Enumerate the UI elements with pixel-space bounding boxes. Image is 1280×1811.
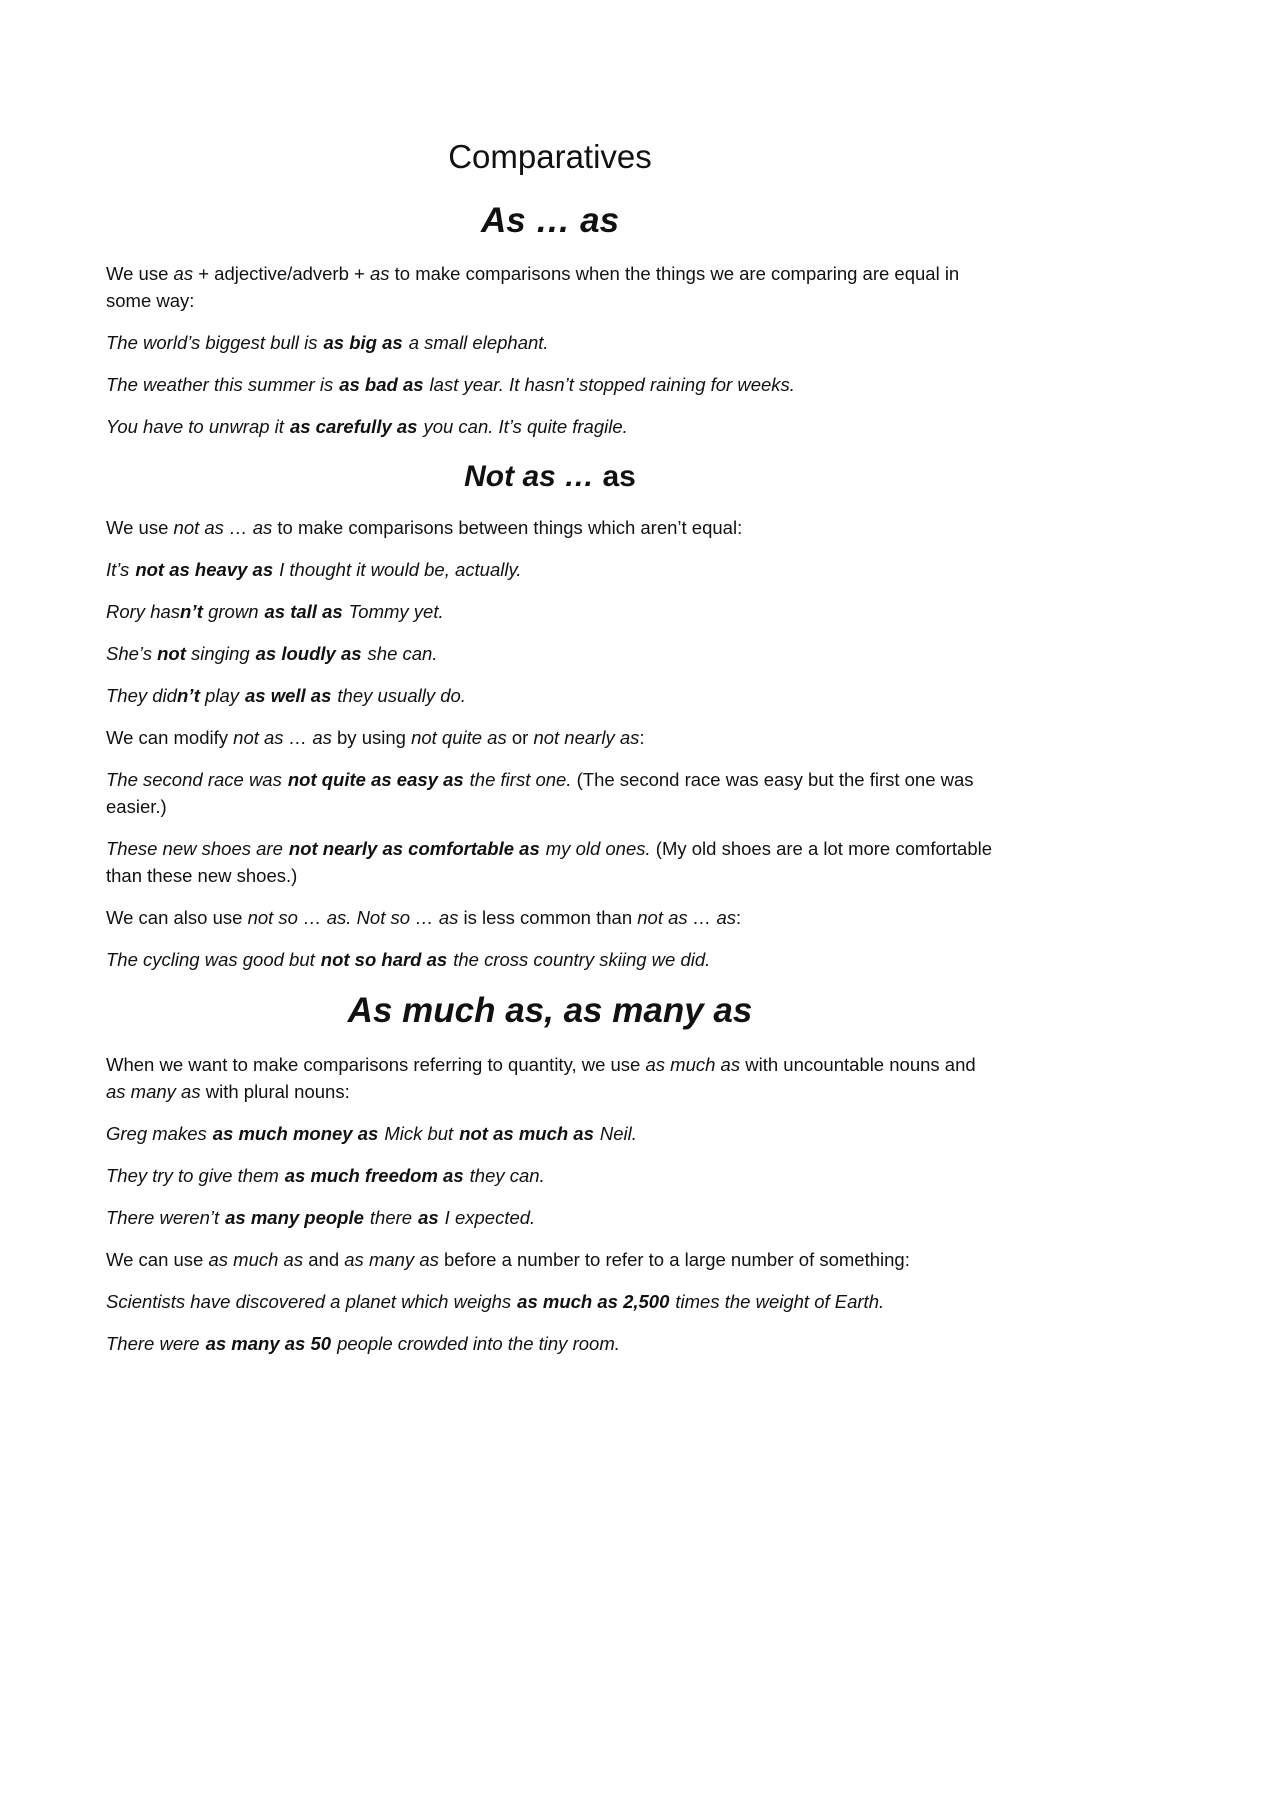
heading-as-as: As … as [480,201,620,240]
heading-as-much-as-many: As much as, as many as [347,991,753,1030]
example-sentence: These new shoes are not nearly as comfortable as my old ones. (My old shoes are a lot more comfortable than these new shoes.) [106,838,993,886]
paragraph-before-number: We can use as much as and as many as before a number to refer to a large number of something: [106,1249,910,1270]
example-sentence: The second race was not quite as easy as the first one. (The second race was easy but the first one was easier.) [106,769,974,817]
heading-not-as-as: Not as … as [464,460,636,493]
example-sentence: You have to unwrap it as carefully as you can. It’s quite fragile. [106,416,628,437]
paragraph-not-as-as-intro: We use not as … as to make comparisons between things which aren’t equal: [106,517,743,538]
example-sentence: The cycling was good but not so hard as the cross country skiing we did. [106,949,711,970]
paragraph-as-as-intro: We use as + adjective/adverb + as to make comparisons when the things we are comparing are equal in some way: [106,263,960,311]
paragraph-quantity-intro: When we want to make comparisons referring to quantity, we use as much as with uncountable nouns and as many as with plural nouns: [106,1054,976,1102]
example-sentence: They didn’t play as well as they usually do. [106,685,466,706]
example-sentence: They try to give them as much freedom as they can. [106,1165,545,1186]
example-sentence: The world’s biggest bull is as big as a small elephant. [106,332,549,353]
example-sentence: It’s not as heavy as I thought it would be, actually. [106,559,522,580]
paragraph-modify: We can modify not as … as by using not quite as or not nearly as: [106,727,645,748]
page-title: Comparatives [448,138,652,175]
example-sentence: The weather this summer is as bad as last year. It hasn’t stopped raining for weeks. [106,374,795,395]
example-sentence: There weren’t as many people there as I expected. [106,1207,536,1228]
example-sentence: She’s not singing as loudly as she can. [106,643,438,664]
example-sentence: Scientists have discovered a planet which weighs as much as 2,500 times the weight of Earth. [106,1291,885,1312]
example-sentence: Greg makes as much money as Mick but not as much as Neil. [106,1123,637,1144]
example-sentence: There were as many as 50 people crowded into the tiny room. [106,1333,620,1354]
paragraph-not-so-as: We can also use not so … as. Not so … as is less common than not as … as: [106,907,742,928]
example-sentence: Rory hasn’t grown as tall as Tommy yet. [106,601,444,622]
